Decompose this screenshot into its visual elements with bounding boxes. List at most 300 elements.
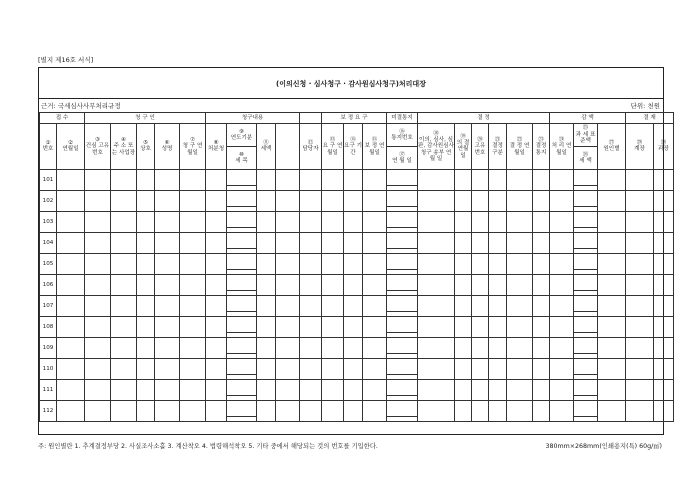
split-cell-top[interactable] bbox=[227, 343, 256, 354]
entry-cell[interactable] bbox=[276, 254, 300, 275]
entry-cell[interactable] bbox=[455, 275, 472, 296]
entry-cell[interactable] bbox=[111, 296, 137, 317]
entry-cell[interactable] bbox=[654, 296, 674, 317]
entry-cell[interactable] bbox=[533, 338, 550, 359]
split-cell-top[interactable] bbox=[227, 385, 256, 396]
split-cell[interactable] bbox=[387, 317, 418, 338]
split-cell[interactable] bbox=[227, 170, 257, 191]
entry-cell[interactable] bbox=[418, 191, 455, 212]
entry-cell[interactable] bbox=[300, 254, 322, 275]
split-cell-top[interactable] bbox=[387, 301, 417, 312]
split-cell[interactable] bbox=[387, 401, 418, 422]
entry-cell[interactable] bbox=[418, 170, 455, 191]
split-cell[interactable] bbox=[227, 233, 257, 254]
split-cell-top[interactable] bbox=[574, 196, 597, 207]
entry-cell[interactable] bbox=[507, 233, 533, 254]
entry-cell[interactable] bbox=[363, 359, 387, 380]
entry-cell[interactable] bbox=[344, 317, 363, 338]
entry-cell[interactable] bbox=[363, 191, 387, 212]
entry-cell[interactable] bbox=[550, 359, 574, 380]
entry-cell[interactable] bbox=[155, 275, 180, 296]
entry-cell[interactable] bbox=[489, 233, 507, 254]
entry-cell[interactable] bbox=[111, 254, 137, 275]
split-cell-top[interactable] bbox=[574, 259, 597, 270]
split-cell-top[interactable] bbox=[227, 301, 256, 312]
entry-cell[interactable] bbox=[206, 170, 227, 191]
entry-cell[interactable] bbox=[276, 359, 300, 380]
entry-cell[interactable] bbox=[363, 254, 387, 275]
entry-cell[interactable] bbox=[300, 212, 322, 233]
entry-cell[interactable] bbox=[418, 401, 455, 422]
split-cell[interactable] bbox=[387, 170, 418, 191]
entry-cell[interactable] bbox=[257, 254, 276, 275]
entry-cell[interactable] bbox=[57, 233, 85, 254]
split-cell-top[interactable] bbox=[227, 364, 256, 375]
entry-cell[interactable] bbox=[137, 233, 155, 254]
entry-cell[interactable] bbox=[276, 380, 300, 401]
entry-cell[interactable] bbox=[344, 296, 363, 317]
entry-cell[interactable] bbox=[257, 380, 276, 401]
entry-cell[interactable] bbox=[344, 170, 363, 191]
entry-cell[interactable] bbox=[550, 401, 574, 422]
entry-cell[interactable] bbox=[626, 233, 654, 254]
entry-cell[interactable] bbox=[85, 401, 111, 422]
entry-cell[interactable] bbox=[598, 401, 626, 422]
entry-cell[interactable] bbox=[257, 275, 276, 296]
split-cell[interactable] bbox=[574, 212, 598, 233]
entry-cell[interactable] bbox=[322, 170, 344, 191]
entry-cell[interactable] bbox=[85, 380, 111, 401]
split-cell-top[interactable] bbox=[574, 301, 597, 312]
entry-cell[interactable] bbox=[344, 254, 363, 275]
split-cell-top[interactable] bbox=[574, 385, 597, 396]
entry-cell[interactable] bbox=[276, 275, 300, 296]
entry-cell[interactable] bbox=[57, 191, 85, 212]
entry-cell[interactable] bbox=[472, 191, 489, 212]
entry-cell[interactable] bbox=[111, 233, 137, 254]
entry-cell[interactable] bbox=[363, 380, 387, 401]
entry-cell[interactable] bbox=[363, 296, 387, 317]
entry-cell[interactable] bbox=[206, 296, 227, 317]
entry-cell[interactable] bbox=[300, 296, 322, 317]
entry-cell[interactable] bbox=[472, 380, 489, 401]
entry-cell[interactable] bbox=[418, 254, 455, 275]
entry-cell[interactable] bbox=[322, 296, 344, 317]
entry-cell[interactable] bbox=[507, 296, 533, 317]
entry-cell[interactable] bbox=[533, 296, 550, 317]
split-cell[interactable] bbox=[227, 338, 257, 359]
entry-cell[interactable] bbox=[57, 317, 85, 338]
entry-cell[interactable] bbox=[155, 233, 180, 254]
entry-cell[interactable] bbox=[550, 317, 574, 338]
entry-cell[interactable] bbox=[344, 401, 363, 422]
entry-cell[interactable] bbox=[137, 317, 155, 338]
entry-cell[interactable] bbox=[533, 401, 550, 422]
entry-cell[interactable] bbox=[137, 296, 155, 317]
entry-cell[interactable] bbox=[57, 296, 85, 317]
split-cell-top[interactable] bbox=[387, 364, 417, 375]
entry-cell[interactable] bbox=[455, 401, 472, 422]
entry-cell[interactable] bbox=[206, 212, 227, 233]
entry-cell[interactable] bbox=[472, 233, 489, 254]
split-cell[interactable] bbox=[387, 275, 418, 296]
entry-cell[interactable] bbox=[363, 401, 387, 422]
entry-cell[interactable] bbox=[533, 212, 550, 233]
split-cell-top[interactable] bbox=[387, 406, 417, 417]
entry-cell[interactable] bbox=[598, 338, 626, 359]
split-cell[interactable] bbox=[574, 317, 598, 338]
entry-cell[interactable] bbox=[344, 233, 363, 254]
entry-cell[interactable] bbox=[137, 380, 155, 401]
entry-cell[interactable] bbox=[322, 275, 344, 296]
entry-cell[interactable] bbox=[57, 170, 85, 191]
entry-cell[interactable] bbox=[455, 170, 472, 191]
split-cell-top[interactable] bbox=[387, 238, 417, 249]
entry-cell[interactable] bbox=[654, 359, 674, 380]
entry-cell[interactable] bbox=[257, 338, 276, 359]
entry-cell[interactable] bbox=[344, 338, 363, 359]
entry-cell[interactable] bbox=[507, 359, 533, 380]
entry-cell[interactable] bbox=[206, 233, 227, 254]
entry-cell[interactable] bbox=[276, 191, 300, 212]
split-cell[interactable] bbox=[227, 296, 257, 317]
split-cell[interactable] bbox=[227, 191, 257, 212]
entry-cell[interactable] bbox=[626, 254, 654, 275]
entry-cell[interactable] bbox=[550, 170, 574, 191]
entry-cell[interactable] bbox=[455, 191, 472, 212]
entry-cell[interactable] bbox=[85, 296, 111, 317]
entry-cell[interactable] bbox=[654, 317, 674, 338]
entry-cell[interactable] bbox=[507, 401, 533, 422]
entry-cell[interactable] bbox=[626, 359, 654, 380]
entry-cell[interactable] bbox=[155, 380, 180, 401]
entry-cell[interactable] bbox=[363, 170, 387, 191]
entry-cell[interactable] bbox=[300, 191, 322, 212]
entry-cell[interactable] bbox=[418, 380, 455, 401]
split-cell[interactable] bbox=[227, 212, 257, 233]
entry-cell[interactable] bbox=[137, 212, 155, 233]
entry-cell[interactable] bbox=[455, 296, 472, 317]
entry-cell[interactable] bbox=[85, 338, 111, 359]
entry-cell[interactable] bbox=[322, 317, 344, 338]
entry-cell[interactable] bbox=[363, 317, 387, 338]
entry-cell[interactable] bbox=[472, 275, 489, 296]
entry-cell[interactable] bbox=[533, 359, 550, 380]
entry-cell[interactable] bbox=[322, 359, 344, 380]
entry-cell[interactable] bbox=[300, 401, 322, 422]
entry-cell[interactable] bbox=[344, 380, 363, 401]
entry-cell[interactable] bbox=[654, 170, 674, 191]
entry-cell[interactable] bbox=[322, 212, 344, 233]
entry-cell[interactable] bbox=[155, 170, 180, 191]
entry-cell[interactable] bbox=[455, 317, 472, 338]
entry-cell[interactable] bbox=[206, 338, 227, 359]
entry-cell[interactable] bbox=[276, 317, 300, 338]
split-cell-top[interactable] bbox=[387, 385, 417, 396]
entry-cell[interactable] bbox=[276, 401, 300, 422]
entry-cell[interactable] bbox=[550, 191, 574, 212]
entry-cell[interactable] bbox=[57, 380, 85, 401]
entry-cell[interactable] bbox=[257, 233, 276, 254]
split-cell-top[interactable] bbox=[574, 217, 597, 228]
entry-cell[interactable] bbox=[180, 296, 206, 317]
entry-cell[interactable] bbox=[300, 275, 322, 296]
entry-cell[interactable] bbox=[155, 191, 180, 212]
split-cell[interactable] bbox=[574, 359, 598, 380]
entry-cell[interactable] bbox=[155, 254, 180, 275]
entry-cell[interactable] bbox=[507, 212, 533, 233]
entry-cell[interactable] bbox=[598, 317, 626, 338]
entry-cell[interactable] bbox=[155, 401, 180, 422]
split-cell[interactable] bbox=[574, 380, 598, 401]
entry-cell[interactable] bbox=[363, 233, 387, 254]
entry-cell[interactable] bbox=[472, 170, 489, 191]
entry-cell[interactable] bbox=[550, 380, 574, 401]
entry-cell[interactable] bbox=[626, 317, 654, 338]
entry-cell[interactable] bbox=[489, 170, 507, 191]
entry-cell[interactable] bbox=[206, 359, 227, 380]
entry-cell[interactable] bbox=[472, 359, 489, 380]
entry-cell[interactable] bbox=[550, 212, 574, 233]
split-cell-top[interactable] bbox=[574, 406, 597, 417]
entry-cell[interactable] bbox=[455, 212, 472, 233]
split-cell[interactable] bbox=[387, 380, 418, 401]
entry-cell[interactable] bbox=[111, 380, 137, 401]
entry-cell[interactable] bbox=[472, 401, 489, 422]
entry-cell[interactable] bbox=[111, 170, 137, 191]
entry-cell[interactable] bbox=[598, 296, 626, 317]
entry-cell[interactable] bbox=[626, 275, 654, 296]
entry-cell[interactable] bbox=[533, 170, 550, 191]
entry-cell[interactable] bbox=[257, 317, 276, 338]
entry-cell[interactable] bbox=[276, 296, 300, 317]
entry-cell[interactable] bbox=[85, 212, 111, 233]
entry-cell[interactable] bbox=[507, 170, 533, 191]
entry-cell[interactable] bbox=[455, 338, 472, 359]
split-cell[interactable] bbox=[227, 380, 257, 401]
entry-cell[interactable] bbox=[626, 170, 654, 191]
entry-cell[interactable] bbox=[57, 212, 85, 233]
entry-cell[interactable] bbox=[507, 191, 533, 212]
entry-cell[interactable] bbox=[507, 338, 533, 359]
entry-cell[interactable] bbox=[344, 275, 363, 296]
split-cell-top[interactable] bbox=[574, 322, 597, 333]
entry-cell[interactable] bbox=[111, 338, 137, 359]
entry-cell[interactable] bbox=[257, 296, 276, 317]
split-cell[interactable] bbox=[227, 317, 257, 338]
entry-cell[interactable] bbox=[363, 212, 387, 233]
entry-cell[interactable] bbox=[322, 233, 344, 254]
entry-cell[interactable] bbox=[155, 359, 180, 380]
entry-cell[interactable] bbox=[155, 317, 180, 338]
entry-cell[interactable] bbox=[598, 212, 626, 233]
entry-cell[interactable] bbox=[300, 317, 322, 338]
entry-cell[interactable] bbox=[654, 275, 674, 296]
entry-cell[interactable] bbox=[322, 191, 344, 212]
entry-cell[interactable] bbox=[489, 275, 507, 296]
split-cell-top[interactable] bbox=[574, 280, 597, 291]
split-cell[interactable] bbox=[574, 296, 598, 317]
entry-cell[interactable] bbox=[489, 191, 507, 212]
entry-cell[interactable] bbox=[137, 338, 155, 359]
entry-cell[interactable] bbox=[137, 359, 155, 380]
entry-cell[interactable] bbox=[180, 233, 206, 254]
entry-cell[interactable] bbox=[598, 233, 626, 254]
entry-cell[interactable] bbox=[257, 191, 276, 212]
split-cell-top[interactable] bbox=[387, 175, 417, 186]
split-cell[interactable] bbox=[387, 296, 418, 317]
entry-cell[interactable] bbox=[111, 191, 137, 212]
split-cell[interactable] bbox=[387, 233, 418, 254]
entry-cell[interactable] bbox=[276, 170, 300, 191]
entry-cell[interactable] bbox=[363, 275, 387, 296]
entry-cell[interactable] bbox=[418, 317, 455, 338]
entry-cell[interactable] bbox=[206, 401, 227, 422]
split-cell-top[interactable] bbox=[387, 280, 417, 291]
entry-cell[interactable] bbox=[598, 275, 626, 296]
entry-cell[interactable] bbox=[300, 380, 322, 401]
entry-cell[interactable] bbox=[489, 296, 507, 317]
entry-cell[interactable] bbox=[137, 170, 155, 191]
entry-cell[interactable] bbox=[180, 212, 206, 233]
entry-cell[interactable] bbox=[626, 380, 654, 401]
entry-cell[interactable] bbox=[155, 212, 180, 233]
entry-cell[interactable] bbox=[57, 338, 85, 359]
entry-cell[interactable] bbox=[489, 338, 507, 359]
entry-cell[interactable] bbox=[472, 338, 489, 359]
entry-cell[interactable] bbox=[418, 233, 455, 254]
entry-cell[interactable] bbox=[322, 380, 344, 401]
entry-cell[interactable] bbox=[300, 359, 322, 380]
entry-cell[interactable] bbox=[626, 338, 654, 359]
entry-cell[interactable] bbox=[180, 401, 206, 422]
entry-cell[interactable] bbox=[598, 191, 626, 212]
entry-cell[interactable] bbox=[489, 380, 507, 401]
entry-cell[interactable] bbox=[550, 275, 574, 296]
entry-cell[interactable] bbox=[507, 275, 533, 296]
entry-cell[interactable] bbox=[257, 212, 276, 233]
entry-cell[interactable] bbox=[626, 212, 654, 233]
split-cell[interactable] bbox=[227, 359, 257, 380]
entry-cell[interactable] bbox=[626, 296, 654, 317]
entry-cell[interactable] bbox=[180, 170, 206, 191]
entry-cell[interactable] bbox=[111, 317, 137, 338]
entry-cell[interactable] bbox=[57, 275, 85, 296]
entry-cell[interactable] bbox=[455, 380, 472, 401]
split-cell-top[interactable] bbox=[574, 175, 597, 186]
entry-cell[interactable] bbox=[206, 254, 227, 275]
entry-cell[interactable] bbox=[654, 338, 674, 359]
entry-cell[interactable] bbox=[300, 233, 322, 254]
entry-cell[interactable] bbox=[300, 338, 322, 359]
entry-cell[interactable] bbox=[344, 212, 363, 233]
split-cell-top[interactable] bbox=[227, 280, 256, 291]
split-cell[interactable] bbox=[227, 254, 257, 275]
entry-cell[interactable] bbox=[550, 233, 574, 254]
split-cell-top[interactable] bbox=[387, 322, 417, 333]
entry-cell[interactable] bbox=[533, 275, 550, 296]
entry-cell[interactable] bbox=[322, 401, 344, 422]
entry-cell[interactable] bbox=[257, 170, 276, 191]
entry-cell[interactable] bbox=[276, 233, 300, 254]
split-cell[interactable] bbox=[387, 359, 418, 380]
entry-cell[interactable] bbox=[598, 170, 626, 191]
entry-cell[interactable] bbox=[85, 191, 111, 212]
split-cell-top[interactable] bbox=[227, 322, 256, 333]
split-cell[interactable] bbox=[574, 170, 598, 191]
entry-cell[interactable] bbox=[276, 338, 300, 359]
entry-cell[interactable] bbox=[533, 380, 550, 401]
entry-cell[interactable] bbox=[85, 254, 111, 275]
entry-cell[interactable] bbox=[489, 212, 507, 233]
entry-cell[interactable] bbox=[654, 401, 674, 422]
split-cell-top[interactable] bbox=[574, 364, 597, 375]
entry-cell[interactable] bbox=[180, 191, 206, 212]
split-cell[interactable] bbox=[574, 338, 598, 359]
entry-cell[interactable] bbox=[533, 191, 550, 212]
entry-cell[interactable] bbox=[472, 317, 489, 338]
split-cell-top[interactable] bbox=[227, 406, 256, 417]
entry-cell[interactable] bbox=[598, 359, 626, 380]
entry-cell[interactable] bbox=[550, 254, 574, 275]
entry-cell[interactable] bbox=[363, 338, 387, 359]
entry-cell[interactable] bbox=[533, 254, 550, 275]
entry-cell[interactable] bbox=[626, 191, 654, 212]
entry-cell[interactable] bbox=[85, 275, 111, 296]
entry-cell[interactable] bbox=[654, 380, 674, 401]
split-cell[interactable] bbox=[574, 401, 598, 422]
split-cell-top[interactable] bbox=[387, 343, 417, 354]
entry-cell[interactable] bbox=[654, 233, 674, 254]
split-cell-top[interactable] bbox=[227, 259, 256, 270]
split-cell-top[interactable] bbox=[227, 217, 256, 228]
entry-cell[interactable] bbox=[533, 317, 550, 338]
entry-cell[interactable] bbox=[137, 254, 155, 275]
split-cell-top[interactable] bbox=[574, 343, 597, 354]
entry-cell[interactable] bbox=[489, 254, 507, 275]
entry-cell[interactable] bbox=[472, 296, 489, 317]
entry-cell[interactable] bbox=[111, 359, 137, 380]
split-cell-top[interactable] bbox=[227, 196, 256, 207]
entry-cell[interactable] bbox=[180, 275, 206, 296]
split-cell-top[interactable] bbox=[387, 196, 417, 207]
entry-cell[interactable] bbox=[455, 359, 472, 380]
split-cell[interactable] bbox=[387, 212, 418, 233]
entry-cell[interactable] bbox=[322, 254, 344, 275]
split-cell-top[interactable] bbox=[574, 238, 597, 249]
entry-cell[interactable] bbox=[626, 401, 654, 422]
split-cell[interactable] bbox=[574, 233, 598, 254]
entry-cell[interactable] bbox=[276, 212, 300, 233]
entry-cell[interactable] bbox=[418, 212, 455, 233]
split-cell[interactable] bbox=[387, 254, 418, 275]
entry-cell[interactable] bbox=[489, 317, 507, 338]
entry-cell[interactable] bbox=[180, 359, 206, 380]
entry-cell[interactable] bbox=[654, 191, 674, 212]
split-cell-top[interactable] bbox=[387, 217, 417, 228]
entry-cell[interactable] bbox=[206, 317, 227, 338]
entry-cell[interactable] bbox=[418, 338, 455, 359]
entry-cell[interactable] bbox=[57, 401, 85, 422]
entry-cell[interactable] bbox=[111, 212, 137, 233]
entry-cell[interactable] bbox=[472, 254, 489, 275]
split-cell[interactable] bbox=[574, 191, 598, 212]
entry-cell[interactable] bbox=[180, 317, 206, 338]
split-cell-top[interactable] bbox=[387, 259, 417, 270]
entry-cell[interactable] bbox=[550, 296, 574, 317]
entry-cell[interactable] bbox=[155, 296, 180, 317]
entry-cell[interactable] bbox=[300, 170, 322, 191]
